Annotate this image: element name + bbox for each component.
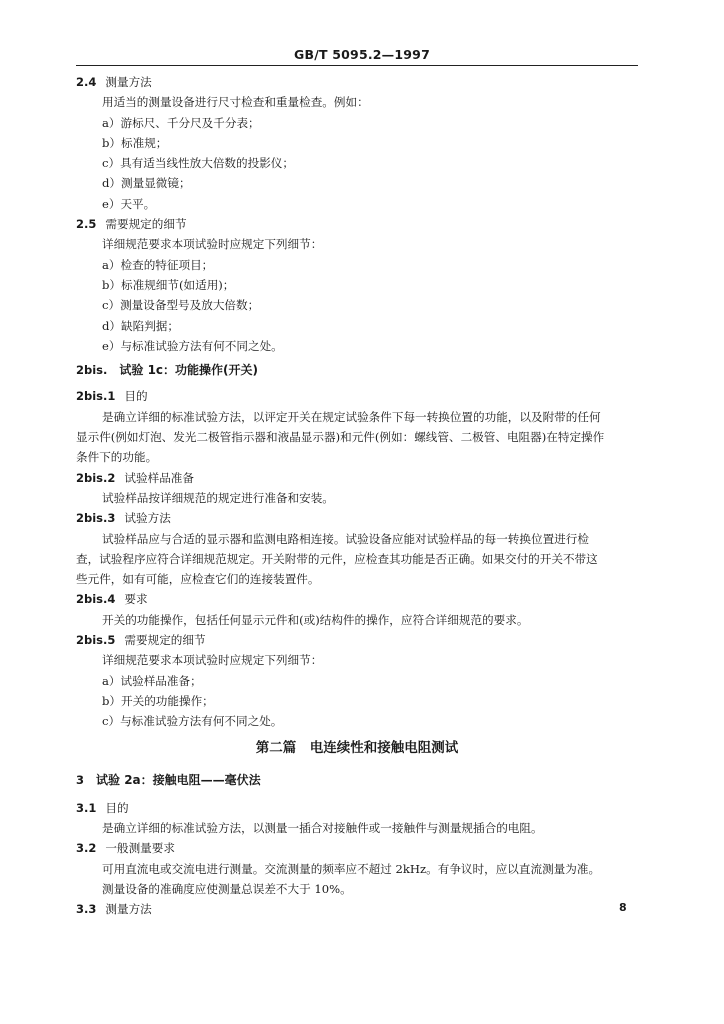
list-item: c）测量设备型号及放大倍数；	[102, 298, 260, 313]
section-2bis-heading	[76, 360, 638, 380]
section-title: 试验 1c：功能操作(开关)	[119, 363, 259, 378]
section-3-2-heading	[76, 838, 638, 858]
paragraph-line: 是确立详细的标准试验方法，以测量一插合对接触件或一接触件与测量规插合的电阻。	[102, 821, 543, 836]
paragraph-line: 可用直流电或交流电进行测量。交流测量的频率应不超过 2kHz。有争议时，应以直流测量为准。	[102, 861, 601, 876]
section-2bis-5-heading	[76, 630, 638, 650]
section-3-3-heading	[76, 899, 638, 919]
section-3-1-heading	[76, 798, 638, 818]
list-item: d）缺陷判据；	[102, 318, 179, 333]
section-title: 测量方法	[105, 75, 152, 89]
section-2bis-3-heading	[76, 508, 638, 528]
section-2bis-2-heading	[76, 468, 638, 488]
list-item: c）与标准试验方法有何不同之处。	[102, 714, 283, 729]
list-item: a）游标尺、千分尺及千分表；	[102, 115, 260, 130]
paragraph-line: 是确立详细的标准试验方法，以评定开关在规定试验条件下每一转换位置的功能，以及附带的任何	[102, 409, 601, 424]
section-2bis-1-heading	[76, 386, 638, 406]
paragraph-line: 显示件(例如灯泡、发光二极管指示器和液晶显示器)和元件(例如：螺线管、二极管、电阻器)在特定操作	[76, 430, 605, 445]
section-title: 一般测量要求	[105, 841, 175, 856]
paragraph-line: 开关的功能操作，包括任何显示元件和(或)结构件的操作，应符合详细规范的要求。	[102, 612, 529, 627]
list-item: a）检查的特征项目；	[102, 257, 214, 272]
paragraph-line: 测量设备的准确度应使测量总误差不大于 10%。	[102, 881, 352, 896]
list-item: a）试验样品准备；	[102, 673, 202, 688]
section-title: 目的	[105, 800, 129, 815]
section-title: 目的	[124, 389, 148, 404]
section-2-5-heading	[76, 214, 638, 234]
section-title: 需要规定的细节	[105, 217, 187, 232]
section-number: 2bis.2	[76, 470, 116, 485]
section-number: 3.2	[76, 841, 97, 856]
section-2-4-intro: 用适当的测量设备进行尺寸检查和重量检查。例如：	[102, 95, 369, 110]
section-3-heading	[76, 770, 638, 790]
section-number: 3.3	[76, 902, 97, 917]
section-number: 2.4	[76, 75, 97, 89]
paragraph-line: 些元件，如有可能，应检查它们的连接装置件。	[76, 572, 320, 587]
list-item: e）天平。	[102, 196, 156, 211]
section-2-5-intro: 详细规范要求本项试验时应规定下列细节：	[102, 237, 323, 252]
paragraph-line: 试验样品按详细规范的规定进行准备和安装。	[102, 490, 334, 505]
section-number: 3.1	[76, 800, 97, 815]
document-header: GB/T 5095.2—1997	[294, 47, 430, 62]
section-title: 要求	[124, 592, 148, 607]
section-title: 需要规定的细节	[124, 633, 206, 648]
list-item: d）测量显微镜；	[102, 176, 191, 191]
section-number: 2bis.1	[76, 389, 116, 404]
list-item: b）标准规细节(如适用)；	[102, 277, 235, 292]
section-title: 试验样品准备	[124, 470, 194, 485]
section-title: 试验方法	[124, 511, 171, 526]
section-number: 2bis.5	[76, 633, 116, 648]
list-item: e）与标准试验方法有何不同之处。	[102, 338, 283, 353]
section-title: 测量方法	[105, 902, 152, 917]
list-item: c）具有适当线性放大倍数的投影仪；	[102, 156, 294, 171]
page-body	[76, 72, 638, 920]
section-number: 2.5	[76, 217, 97, 232]
page-number: 8	[619, 901, 627, 914]
paragraph-line: 条件下的功能。	[76, 450, 158, 465]
header-rule	[76, 65, 638, 66]
paragraph-line: 试验样品应与合适的显示器和监测电路相连接。试验设备应能对试验样品的每一转换位置进行检	[102, 531, 589, 546]
section-number: 3	[76, 772, 85, 787]
section-2bis-5-intro: 详细规范要求本项试验时应规定下列细节：	[102, 653, 323, 668]
paragraph-line: 查，试验程序应符合详细规范规定。开关附带的元件，应检查其功能是否正确。如果交付的开关不带这	[76, 551, 598, 566]
part-title: 第二篇 电连续性和接触电阻测试	[255, 739, 459, 756]
section-number: 2bis.3	[76, 511, 116, 526]
section-number: 2bis.4	[76, 592, 116, 607]
list-item: b）开关的功能操作；	[102, 693, 214, 708]
section-2-4-heading	[76, 72, 638, 92]
list-item: b）标准规；	[102, 135, 168, 150]
section-number: 2bis.	[76, 363, 108, 378]
section-2bis-4-heading	[76, 589, 638, 609]
section-title: 试验 2a：接触电阻——毫伏法	[96, 772, 261, 787]
